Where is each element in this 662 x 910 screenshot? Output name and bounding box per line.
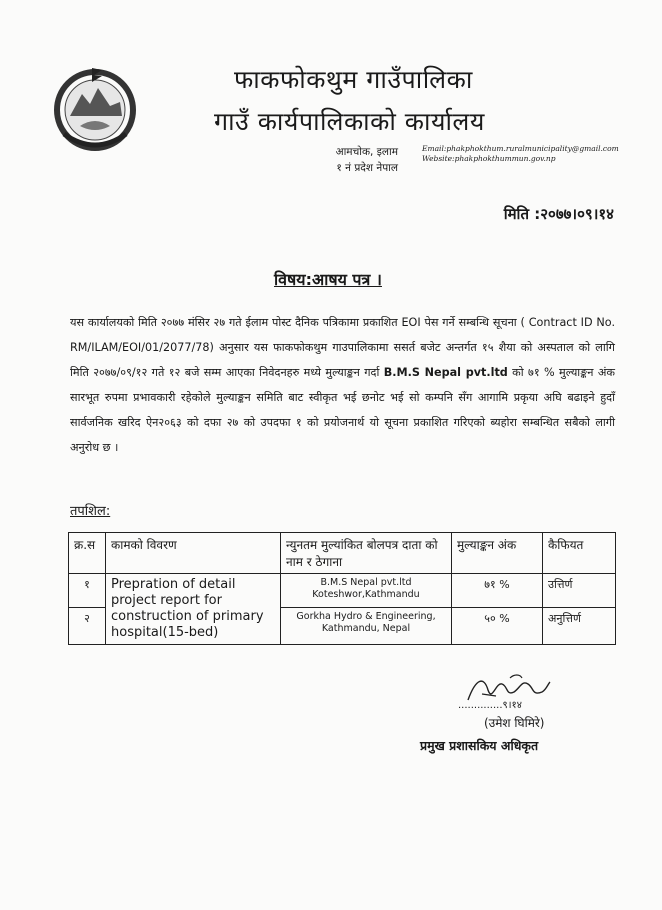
signature-date-line: ..............९।१४ xyxy=(458,700,522,711)
cell-score: ७१ % xyxy=(452,574,543,608)
contact-block xyxy=(422,144,619,164)
signatory-name: (उमेश घिमिरे) xyxy=(484,716,545,730)
letter-subject: विषय:आषय पत्र । xyxy=(274,270,382,289)
cell-remark: उत्तिर्ण xyxy=(543,574,616,608)
body-part-1: यस कार्यालयको मिति २०७७ मंसिर २७ गते ईलाम पोस्ट दैनिक पत्रिकामा प्रकाशित EOI पेस गर्ने सम्बन्धि सूचना ( Contract ID No. RM/ILAM/EOI/01/2077/78) अनुसार यस फाकफोकथुम गाउपालिकामा ससर्त बजेट अन्तर्गत १५ शैया को अस्पताल को लागि मिति २०७७/०९/१२ गते १२ बजे सम्म आएका निवेदनहरु मध्ये मुल्याङ्कन गर्दा xyxy=(70,316,615,379)
government-emblem-logo xyxy=(50,64,140,154)
cell-bidder xyxy=(281,574,452,608)
col-header-sn: क्र.स xyxy=(69,533,106,574)
details-heading: तपशिल: xyxy=(70,504,111,519)
table-header-row xyxy=(69,533,616,574)
website-text: Website:phakphokthummun.gov.np xyxy=(422,154,556,163)
table-row xyxy=(69,574,616,608)
cell-sn: १ xyxy=(69,574,106,608)
col-header-score: मुल्याङ्कन अंक xyxy=(452,533,543,574)
letter-body xyxy=(70,310,615,460)
address-line-1: आमचोक, इलाम xyxy=(335,146,398,158)
cell-sn: २ xyxy=(69,608,106,645)
office-name: गाउँ कार्यपालिकाको कार्यालय xyxy=(214,107,485,136)
cell-bidder xyxy=(281,608,452,645)
cell-remark: अनुत्तिर्ण xyxy=(543,608,616,645)
signatory-title: प्रमुख प्रशासकिय अधिकृत xyxy=(420,738,539,753)
email-text: Email:phakphokthum.ruralmunicipality@gmail.com xyxy=(422,144,619,153)
municipality-name: फाकफोकथुम गाउँपालिका xyxy=(234,65,473,94)
cell-score: ५० % xyxy=(452,608,543,645)
col-header-work: कामको विवरण xyxy=(106,533,281,574)
bidder-name: B.M.S Nepal pvt.ltd xyxy=(320,577,412,588)
address-block xyxy=(320,144,398,176)
evaluation-table xyxy=(68,532,616,645)
body-part-2: को ७१ % मुल्याङ्कन अंक सारभूत रुपमा प्रभावकारी रहेकोले मुल्याङ्कन समिति बाट स्वीकृत भई छनोट भई सो कम्पनि सँग आगामि प्रकृया अघि बढाइने हुदाँ सार्वजनिक खरिद ऐन२०६३ को दफा २७ को उपदफा १ को प्रयोजनार्थ यो सूचना प्रकाशित गरिएको ब्यहोरा सम्बन्धित सबैको लागी अनुरोध छ । xyxy=(70,366,615,454)
bidder-address: Kathmandu, Nepal xyxy=(321,623,411,634)
address-line-2: १ नं प्रदेश नेपाल xyxy=(336,162,398,174)
col-header-bidder: न्युनतम मुल्यांकित बोलपत्र दाता को नाम र ठेगाना xyxy=(281,533,452,574)
cell-work-description: Prepration of detail project report for construction of primary hospital(15-bed) xyxy=(106,574,281,645)
col-header-remark: कैफियत xyxy=(543,533,616,574)
bidder-name: Gorkha Hydro & Engineering, xyxy=(296,611,436,622)
letter-date: मिति :२०७७।०९।१४ xyxy=(503,205,614,223)
bidder-address: Koteshwor,Kathmandu xyxy=(312,589,420,600)
selected-firm-name: B.M.S Nepal pvt.ltd xyxy=(383,366,508,379)
